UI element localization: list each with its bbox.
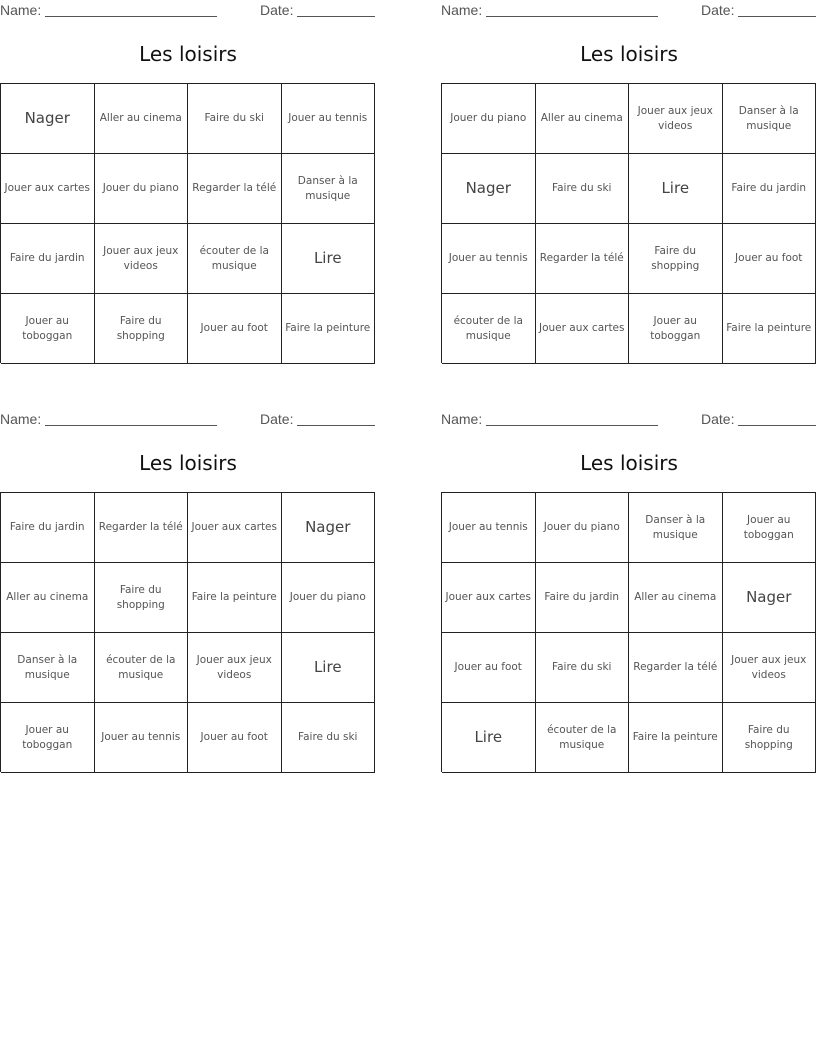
date-field-line[interactable] — [738, 16, 816, 17]
bingo-card — [0, 0, 376, 360]
name-label: Name: — [441, 411, 483, 427]
bingo-cell: Aller au cinema — [1, 563, 95, 633]
bingo-cell: Lire — [282, 224, 376, 294]
bingo-cell: Jouer au tennis — [282, 84, 376, 154]
bingo-cell: Jouer du piano — [442, 84, 536, 154]
bingo-cell: Danser à la musique — [723, 84, 816, 154]
bingo-cell: Jouer au foot — [442, 633, 536, 703]
bingo-cell: Faire du ski — [536, 633, 630, 703]
date-field-line[interactable] — [738, 425, 816, 426]
bingo-cell: Jouer au toboggan — [723, 493, 816, 563]
bingo-card — [0, 409, 376, 769]
name-field-line[interactable] — [45, 425, 217, 426]
bingo-grid — [441, 492, 816, 772]
date-label: Date: — [260, 2, 294, 18]
card-header — [0, 0, 376, 22]
bingo-cell: Faire du jardin — [536, 563, 630, 633]
bingo-cell: Lire — [282, 633, 376, 703]
bingo-cell: Jouer aux jeux videos — [188, 633, 282, 703]
bingo-cell: écouter de la musique — [95, 633, 189, 703]
bingo-cell: Lire — [629, 154, 723, 224]
bingo-cell: Aller au cinema — [629, 563, 723, 633]
card-title: Les loisirs — [580, 451, 678, 475]
bingo-cell: Jouer aux jeux videos — [95, 224, 189, 294]
bingo-cell: Jouer aux cartes — [188, 493, 282, 563]
card-header — [441, 0, 816, 22]
bingo-cell: Jouer du piano — [95, 154, 189, 224]
bingo-cell: Lire — [442, 703, 536, 773]
bingo-cell: Faire du shopping — [629, 224, 723, 294]
bingo-cell: Nager — [1, 84, 95, 154]
bingo-cell: Regarder la télé — [629, 633, 723, 703]
card-title: Les loisirs — [139, 451, 237, 475]
bingo-card — [441, 409, 816, 769]
bingo-cell: Jouer au foot — [723, 224, 816, 294]
bingo-cell: Jouer au foot — [188, 703, 282, 773]
date-label: Date: — [701, 411, 735, 427]
bingo-cell: Jouer aux jeux videos — [723, 633, 816, 703]
bingo-cell: Faire du jardin — [1, 224, 95, 294]
card-header — [0, 409, 376, 431]
bingo-cell: Danser à la musique — [1, 633, 95, 703]
bingo-cell: Jouer aux cartes — [1, 154, 95, 224]
bingo-cell: Regarder la télé — [188, 154, 282, 224]
bingo-cell: Jouer aux cartes — [442, 563, 536, 633]
bingo-grid — [0, 492, 375, 772]
bingo-cell: Aller au cinema — [95, 84, 189, 154]
bingo-cell: Faire du shopping — [95, 563, 189, 633]
bingo-cell: Jouer au toboggan — [1, 703, 95, 773]
name-field-line[interactable] — [45, 16, 217, 17]
date-field-line[interactable] — [297, 425, 375, 426]
bingo-cell: Faire du shopping — [723, 703, 816, 773]
bingo-cell: écouter de la musique — [188, 224, 282, 294]
name-label: Name: — [441, 2, 483, 18]
name-label: Name: — [0, 411, 42, 427]
bingo-cell: Regarder la télé — [95, 493, 189, 563]
card-title: Les loisirs — [139, 42, 237, 66]
bingo-cell: écouter de la musique — [536, 703, 630, 773]
name-field-line[interactable] — [486, 425, 658, 426]
date-label: Date: — [701, 2, 735, 18]
bingo-cell: Regarder la télé — [536, 224, 630, 294]
bingo-card — [441, 0, 816, 360]
bingo-cell: Faire du ski — [536, 154, 630, 224]
bingo-cell: Jouer au toboggan — [629, 294, 723, 364]
bingo-cell: Faire du ski — [188, 84, 282, 154]
date-label: Date: — [260, 411, 294, 427]
name-field-line[interactable] — [486, 16, 658, 17]
bingo-cell: Nager — [442, 154, 536, 224]
bingo-cell: Jouer au foot — [188, 294, 282, 364]
bingo-grid — [0, 83, 375, 363]
date-field-line[interactable] — [297, 16, 375, 17]
bingo-cell: Faire du shopping — [95, 294, 189, 364]
name-label: Name: — [0, 2, 42, 18]
bingo-cell: Jouer du piano — [536, 493, 630, 563]
bingo-cell: Jouer aux jeux videos — [629, 84, 723, 154]
card-title: Les loisirs — [580, 42, 678, 66]
bingo-cell: Faire la peinture — [282, 294, 376, 364]
bingo-cell: Faire du jardin — [723, 154, 816, 224]
bingo-grid — [441, 83, 816, 363]
bingo-cell: Jouer au tennis — [442, 224, 536, 294]
bingo-cell: Faire la peinture — [723, 294, 816, 364]
bingo-cell: Faire la peinture — [188, 563, 282, 633]
bingo-cell: Faire la peinture — [629, 703, 723, 773]
bingo-cell: Jouer au toboggan — [1, 294, 95, 364]
bingo-cell: écouter de la musique — [442, 294, 536, 364]
bingo-cell: Nager — [282, 493, 376, 563]
bingo-cell: Faire du jardin — [1, 493, 95, 563]
bingo-cell: Danser à la musique — [629, 493, 723, 563]
bingo-cell: Nager — [723, 563, 816, 633]
bingo-cell: Aller au cinema — [536, 84, 630, 154]
bingo-cell: Danser à la musique — [282, 154, 376, 224]
bingo-cell: Jouer du piano — [282, 563, 376, 633]
bingo-cell: Jouer au tennis — [95, 703, 189, 773]
card-header — [441, 409, 816, 431]
bingo-cell: Faire du ski — [282, 703, 376, 773]
bingo-cell: Jouer au tennis — [442, 493, 536, 563]
bingo-cell: Jouer aux cartes — [536, 294, 630, 364]
